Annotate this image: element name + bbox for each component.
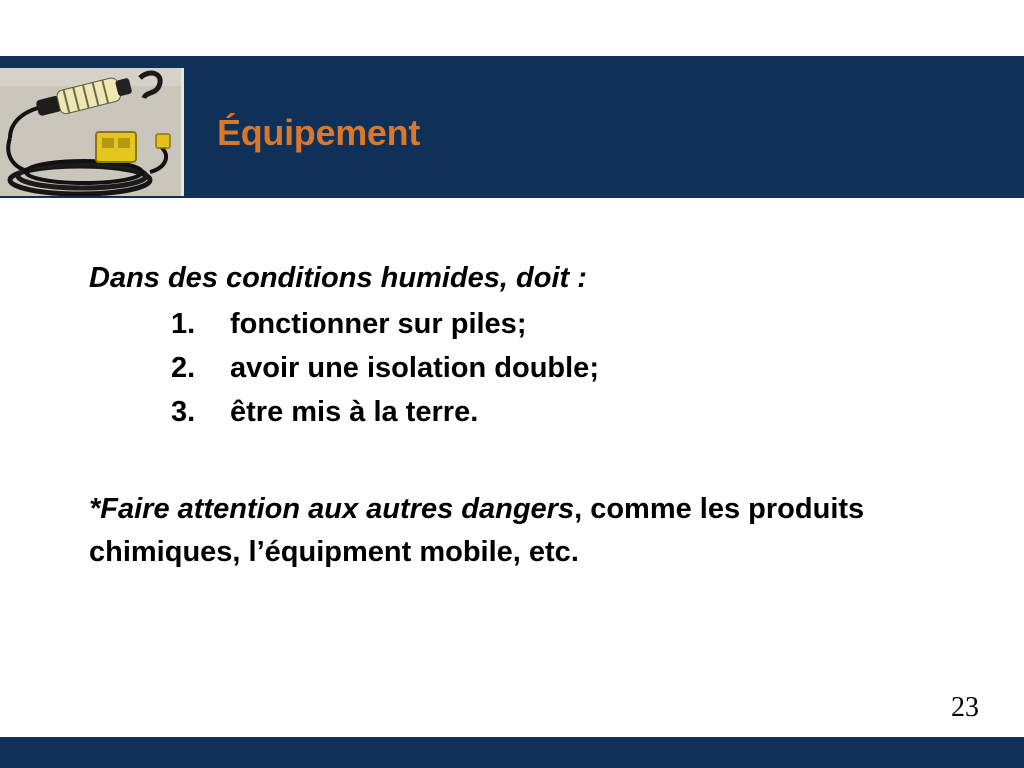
work-light-illustration <box>0 68 181 196</box>
header-top-rule <box>0 56 1024 65</box>
requirements-list <box>89 302 959 434</box>
list-item-text: être mis à la terre. <box>230 396 479 428</box>
hazard-note-text: , comme les produits chimiques, l’équipment mobile, etc. <box>89 493 865 568</box>
list-item-number: 1. <box>171 308 196 340</box>
slide-body <box>89 258 959 574</box>
list-item <box>89 302 959 346</box>
list-item-text: avoir une isolation double; <box>230 352 599 384</box>
hazard-note <box>89 488 959 574</box>
list-item <box>89 390 959 434</box>
list-item-text: fonctionner sur piles; <box>230 308 527 340</box>
list-item-number: 2. <box>171 352 196 384</box>
footer-band <box>0 737 1024 768</box>
slide-title: Équipement <box>217 112 421 153</box>
list-item-number: 3. <box>171 396 196 428</box>
list-item <box>89 346 959 390</box>
page-number: 23 <box>951 692 979 723</box>
hazard-note-emphasis: *Faire attention aux autres dangers <box>89 493 575 525</box>
work-light-photo <box>0 68 184 196</box>
intro-text: Dans des conditions humides, doit : <box>89 262 587 294</box>
